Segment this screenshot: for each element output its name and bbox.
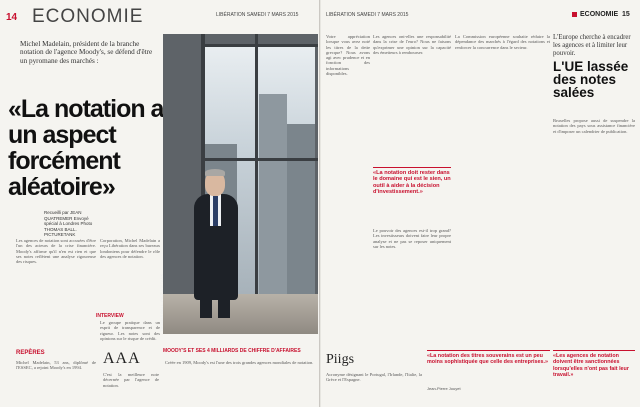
page-fold [319, 0, 321, 407]
piigs-box-text [326, 372, 422, 404]
body-text: C'est la meilleure note décernée par l'agence de notation. [103, 372, 159, 388]
sidebar-headline: L'UE lassée des notes salées [553, 59, 629, 100]
interview-tag: INTERVIEW [96, 313, 124, 319]
article-photo [159, 34, 318, 334]
aaa-box-title: AAA [103, 350, 141, 367]
reperes-text [16, 360, 96, 404]
right-section-title [572, 11, 618, 18]
window-frame [203, 44, 318, 47]
moodys-box-text [165, 360, 315, 404]
building [287, 124, 315, 294]
right-page-number: 15 [622, 11, 630, 18]
left-page-number: 14 [6, 12, 18, 23]
body-text: Les agences ont-elles une responsabilité dans la crise de l'euro? Nous ne faisons qu'exprimer une opinion sur la capacité des émetteurs à rembourser. [373, 34, 451, 55]
text-column [100, 320, 160, 344]
body-text: La Commission européenne souhaite réduire la dépendance des marchés à l'égard des notations et renforcer la concurrence dans le secteur. [455, 34, 550, 50]
left-section-title: ECONOMIE [32, 6, 144, 27]
building [259, 94, 287, 294]
office-floor [163, 294, 318, 334]
right-page-header [322, 4, 638, 34]
body-text: Bruxelles propose aussi de suspendre la notation des pays sous assistance financière et d'imposer un calendrier de publication. [553, 118, 635, 134]
text-column [455, 34, 550, 344]
text-column [373, 34, 451, 164]
text-column [16, 238, 96, 340]
left-paper-line: LIBÉRATION SAMEDI 7 MARS 2015 [216, 12, 299, 18]
reperes-tag: REPÈRES [16, 350, 45, 356]
sidebar-kicker: L'Europe cherche à encadrer les agences et à limiter leur pouvoir. [553, 34, 631, 57]
section-marker-icon [572, 12, 577, 17]
article-kicker: Michel Madelain, président de la branche notation de l'agence Moody's, se défend d'être un pyromane des marchés : [20, 40, 153, 65]
left-page-header [6, 4, 318, 34]
body-text: Michel Madelain, 53 ans, diplômé de l'ESSEC, a rejoint Moody's en 1994. [16, 360, 96, 371]
man-legs [200, 284, 212, 318]
body-text: Votre appréciation lorsque vous avez noté les titres de la dette grecque? Nous avons agi avec prudence et en fonction des informations disponibles. [326, 34, 370, 77]
man-tie [213, 196, 218, 226]
piigs-box-title: Piigs [326, 352, 355, 367]
article-byline: Recueilli par JEAN QUATREMER Envoyé spécial à Londres Photo THOMAS BALL. PICTURETANK [44, 210, 93, 238]
right-paper-line: LIBÉRATION SAMEDI 7 MARS 2015 [326, 12, 409, 18]
body-text: Les agences de notation sont accusées d'être l'un des acteurs de la crise financière. Moody's affirme qu'il n'en est rien et que ses notes reflètent une analyse rigoureuse des risques. [16, 238, 96, 265]
quote-rule [373, 167, 451, 168]
photo-credit: THOMAS BALL. PICTURETANK [159, 273, 164, 332]
quote-rule [427, 350, 550, 351]
body-text: Le pouvoir des agences est-il trop grand? Les investisseurs doivent faire leur propre analyse et ne pas se reposer uniquement sur les notes. [373, 228, 451, 249]
article-headline: «La notation a un aspect forcément aléatoire» [8, 95, 164, 201]
pull-quote: «La notation des titres souverains est un peu moins sophistiquée que celle des entreprises.» [427, 353, 549, 366]
quote-rule [553, 350, 635, 351]
body-text: Le groupe pratique dans un esprit de transparence et de rigueur. Les notes sont des opinions sur le risque de crédit. [100, 320, 160, 341]
body-text: Corporation, Michel Madelain a reçu Libération dans ses bureaux londoniens pour défendre le rôle des agences de notation. [100, 238, 160, 259]
text-column [100, 238, 160, 310]
window-frame [203, 158, 318, 161]
window-frame [255, 34, 258, 296]
text-column [326, 34, 370, 344]
man-legs [218, 284, 230, 318]
text-column [373, 228, 451, 344]
aaa-box-text [103, 372, 159, 404]
right-section-label: ECONOMIE [580, 11, 619, 18]
body-text: Acronyme désignant le Portugal, l'Irlande, l'Italie, la Grèce et l'Espagne. [326, 372, 422, 383]
quote-attribution: Jean-Pierre Jouyet [427, 386, 461, 391]
moodys-box-title: MOODY'S ET SES 4 MILLIARDS DE CHIFFRE D'AFFAIRES [163, 348, 301, 354]
pull-quote: «La notation doit rester dans le domaine qui est le sien, un outil à aider à la décision d'investissement.» [373, 170, 451, 196]
body-text: Créée en 1909, Moody's est l'une des trois grandes agences mondiales de notation. [165, 360, 314, 365]
pull-quote: «Les agences de notation doivent être sanctionnées lorsqu'elles n'ont pas fait leur travail.» [553, 353, 629, 379]
text-column [553, 118, 635, 346]
man-hair [205, 169, 225, 176]
